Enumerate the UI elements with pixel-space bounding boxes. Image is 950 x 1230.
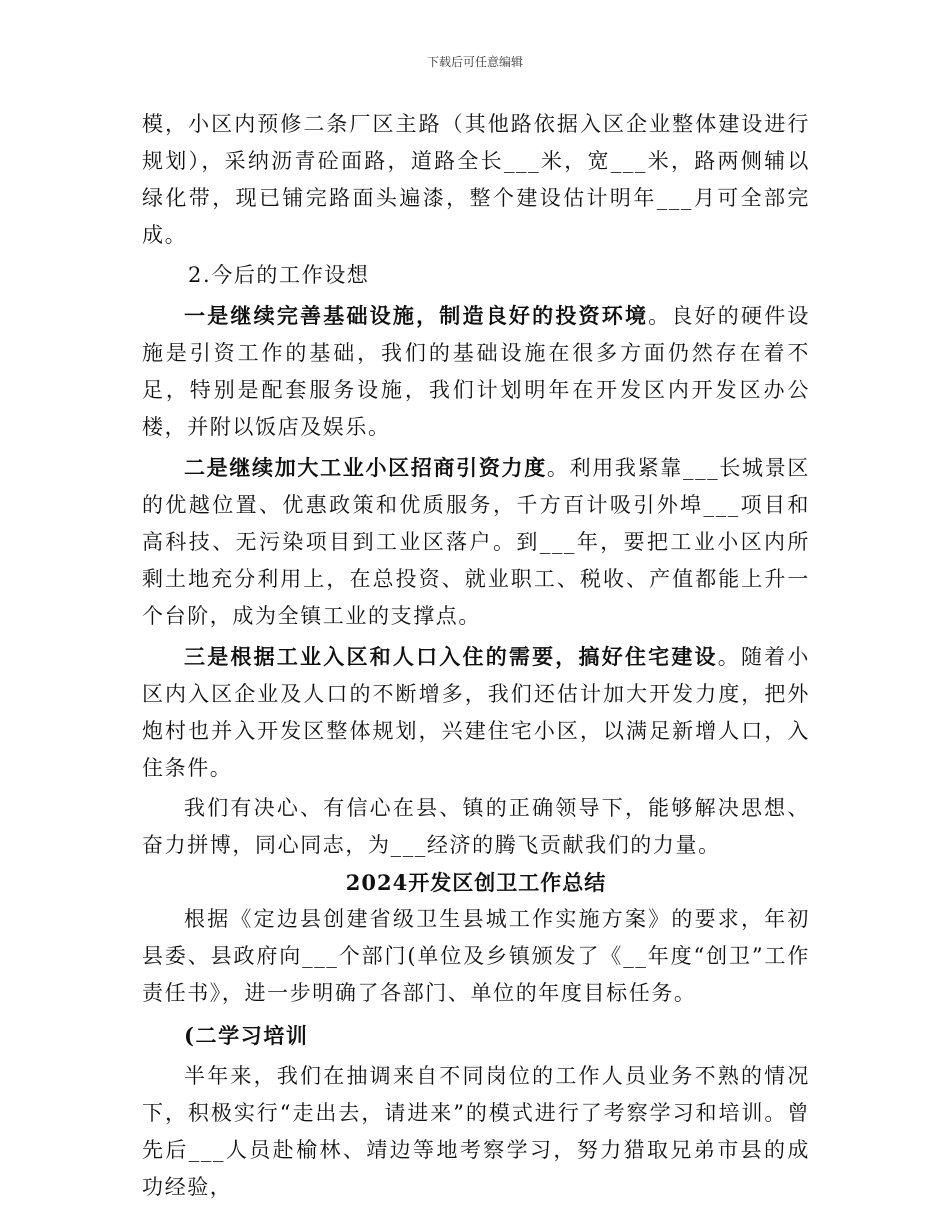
paragraph-road-construction: 模，小区内预修二条厂区主路（其他路依据入区企业整体建设进行规划），采纳沥青砼面路，道路全长___米，宽___米，路两侧辅以绿化带，现已铺完路面头遍漆，整个建设估计明年___月可全部完成。 [142,112,810,247]
paragraph-housing-text: 。随着小区内入区企业及人口的不断增多，我们还估计加大开发力度，把外炮村也并入开发区整体规划，兴建住宅小区，以满足新增人口，入住条件。 [142,645,810,780]
bold-lead-housing: 三是根据工业入区和人口入住的需要，搞好住宅建设 [184,644,718,669]
bold-lead-investment: 二是继续加大工业小区招商引资力度 [184,455,547,480]
document-title: 2024开发区创卫工作总结 [345,870,607,895]
paragraph-training: 半年来，我们在抽调来自不同岗位的工作人员业务不熟的情况下，积极实行“走出去，请进来”的模式进行了考察学习和培训。曾先后___人员赴榆林、靖边等地考察学习，努力猎取兄弟市县的成功经验， [142,1064,810,1199]
paragraph-responsibility: 根据《定边县创建省级卫生县城工作实施方案》的要求，年初县委、县政府向___个部门(单位及乡镇颁发了《__年度“创卫”工作责任书》，进一步明确了各部门、单位的年度目标任务。 [142,907,810,1005]
paragraph-investment-text: 。利用我紧靠___长城景区的优越位置、优惠政策和优质服务，千方百计吸引外埠___项目和高科技、无污染项目到工业区落户。到___年，要把工业小区内所剩土地充分利用上，在总投资、就业职工、税收、产值都能上升一个台阶，成为全镇工业的支撑点。 [142,456,810,628]
section-heading-training [142,1017,810,1055]
section-heading-future-plans: 2.今后的工作设想 [188,263,370,287]
bold-heading-training: (二学习培训 [184,1023,309,1048]
document-body [142,106,810,1206]
paragraph-investment [142,449,810,635]
paragraph-infrastructure [142,297,810,446]
paragraph-conclusion: 我们有决心、有信心在县、镇的正确领导下，能够解决思想、奋力拼博，同心同志，为___经济的腾飞贡献我们的力量。 [142,796,810,857]
page-header: 下载后可任意编辑 [426,55,523,69]
bold-lead-infrastructure: 一是继续完善基础设施，制造良好的投资环境 [184,303,649,328]
paragraph-housing [142,638,810,787]
paragraph-infrastructure-text: 。良好的硬件设施是引资工作的基础，我们的基础设施在很多方面仍然存在着不足，特别是配套服务设施，我们计划明年在开发区内开发区办公楼，并附以饭店及娱乐。 [142,304,811,439]
